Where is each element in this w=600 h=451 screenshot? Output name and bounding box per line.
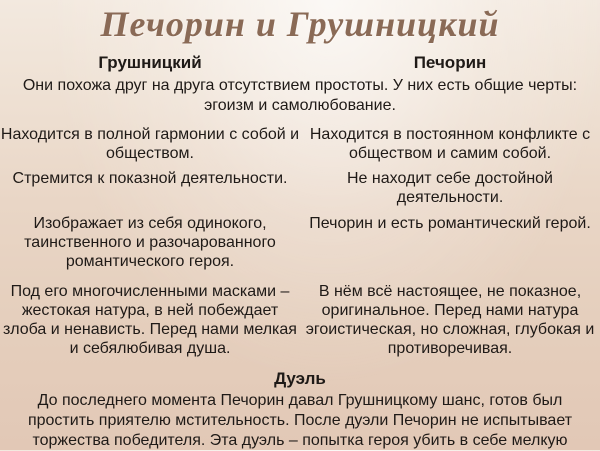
slide-title: Печорин и Грушницкий (100, 4, 500, 44)
row-4-left: Под его многочисленными масками – жестокая натура, в ней побеждает злоба и ненависть. Перед нами мелкая и себялюбивая душа. (3, 283, 297, 357)
column-header-grushnitsky: Грушницкий (98, 53, 202, 72)
section-title-duel: Дуэль (274, 369, 326, 388)
row-2-right: Не находит себе достойной деятельности. (347, 170, 553, 206)
row-2-left: Стремится к показной деятельности. (12, 170, 288, 187)
row-1-right: Находится в постоянном конфликте с обществом и самим собой. (309, 126, 591, 162)
row-4-right: В нём всё настоящее, не показное, оригинальное. Перед нами натура эгоистическая, но сложная, глубокая и противоречивая. (305, 283, 595, 357)
duel-text: До последнего момента Печорин давал Грушницкому шанс, готов был простить приятелю мстительность. После дуэли Печорин не испытывает торжества победителя. Эта дуэль – попытка героя убить в себе мелкую (27, 392, 573, 449)
intro-text: Они похожа друг на друга отсутствием простоты. У них есть общие черты: эгоизм и самолюбование. (22, 77, 578, 114)
column-header-pechorin: Печорин (413, 53, 487, 72)
row-1-left: Находится в полной гармонии с собой и обществом. (0, 126, 300, 162)
row-3-right: Печорин и есть романтический герой. (309, 215, 591, 232)
row-3-left: Изображает из себя одинокого, таинственного и разочарованного романтического героя. (24, 215, 276, 270)
